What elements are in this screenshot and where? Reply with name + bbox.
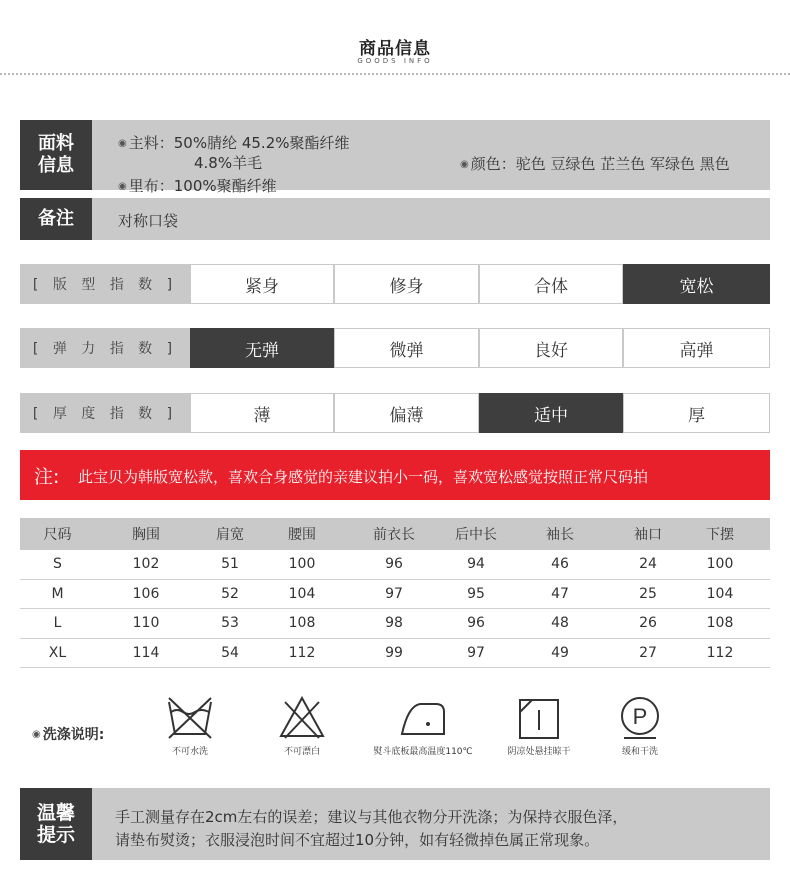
- table-cell: 95: [467, 585, 485, 602]
- elastic-index-label: [ 弹 力 指 数 ]: [20, 328, 190, 368]
- table-cell: 24: [639, 556, 657, 573]
- lining-line: [118, 175, 277, 196]
- wash-label: [32, 724, 104, 744]
- tips-line-1: 手工测量存在2cm左右的误差；建议与其他衣物分开洗涤；为保持衣服色泽，: [115, 808, 628, 826]
- bullet-icon: ◉: [32, 729, 41, 740]
- table-cell: 25: [639, 585, 657, 602]
- tips-line-2: 请垫布熨烫；衣服浸泡时间不宜超过10分钟，如有轻微掉色属正常现象。: [115, 831, 600, 849]
- fabric-info-panel: [20, 120, 770, 195]
- thickness-option-thick[interactable]: 厚: [623, 393, 770, 433]
- header-cell: 肩宽: [216, 527, 244, 543]
- header-cell: 胸围: [132, 527, 160, 543]
- header-cell: 袖口: [634, 527, 662, 543]
- color-line: [460, 153, 730, 174]
- fit-option-regular[interactable]: 合体: [479, 264, 623, 304]
- elastic-index-row: [20, 328, 770, 368]
- main-fabric-text: 主料：50%腈纶 45.2%聚酯纤维: [128, 134, 350, 152]
- table-cell: 27: [639, 644, 657, 661]
- table-cell: 53: [221, 615, 239, 632]
- tips-label-text: 温馨 提示: [36, 802, 75, 846]
- header-cell: 尺码: [43, 527, 72, 543]
- fit-index-label: [ 版 型 指 数 ]: [20, 264, 190, 304]
- wash-caption: 熨斗底板最高温度110℃: [373, 747, 473, 757]
- table-cell: 49: [551, 644, 569, 661]
- table-cell: 48: [551, 615, 569, 632]
- main-fabric-line2: 4.8%羊毛: [194, 154, 263, 172]
- tips-label: [20, 788, 92, 860]
- table-row: [20, 550, 770, 580]
- table-cell: 104: [706, 585, 734, 602]
- table-cell: 94: [467, 556, 485, 573]
- table-cell: 108: [706, 615, 734, 632]
- svg-text:P: P: [632, 704, 648, 729]
- lining-text: 里布：100%聚酯纤维: [128, 177, 277, 195]
- note-panel: [20, 198, 770, 240]
- table-row: [20, 639, 770, 669]
- section-title: 商品信息: [359, 39, 431, 59]
- wash-caption: 阴凉处悬挂晾干: [507, 747, 571, 757]
- table-cell: 99: [385, 644, 403, 661]
- section-subtitle: GOODS INFO: [357, 57, 433, 65]
- bullet-icon: ◉: [118, 138, 127, 149]
- size-table-header: [20, 518, 770, 550]
- table-cell: 52: [221, 585, 239, 602]
- main-fabric-line: [118, 132, 350, 153]
- table-cell: 100: [706, 556, 734, 573]
- elastic-option-high[interactable]: 高弹: [623, 328, 770, 368]
- wash-caption: 不可漂白: [283, 747, 320, 757]
- bullet-icon: ◉: [460, 159, 469, 170]
- elastic-option-none[interactable]: 无弹: [190, 328, 334, 368]
- table-cell: 114: [132, 644, 160, 661]
- table-cell: XL: [48, 644, 67, 661]
- iron-svg: [398, 694, 448, 742]
- no-bleach-icon: [257, 690, 347, 760]
- header-cell: 下摆: [706, 527, 734, 543]
- fit-option-tight[interactable]: 紧身: [190, 264, 334, 304]
- table-row: [20, 609, 770, 639]
- table-cell: 96: [385, 556, 403, 573]
- elastic-option-slight[interactable]: 微弹: [334, 328, 479, 368]
- table-cell: 100: [288, 556, 316, 573]
- table-cell: S: [53, 556, 62, 573]
- iron-110-icon: [373, 690, 473, 760]
- table-cell: 97: [467, 644, 485, 661]
- table-row: [20, 580, 770, 610]
- table-cell: 54: [221, 644, 239, 661]
- table-cell: M: [51, 585, 64, 602]
- table-cell: 106: [132, 585, 160, 602]
- size-table: [20, 518, 770, 668]
- note-text: 对称口袋: [118, 212, 179, 230]
- tips-panel: [20, 788, 770, 860]
- note-label: 备注: [20, 198, 92, 240]
- elastic-option-good[interactable]: 良好: [479, 328, 623, 368]
- thickness-index-label: [ 厚 度 指 数 ]: [20, 393, 190, 433]
- wash-label-text: 洗涤说明:: [42, 727, 105, 743]
- table-cell: 96: [467, 615, 485, 632]
- wash-caption: 缓和干洗: [621, 747, 658, 757]
- wash-caption: 不可水洗: [171, 747, 208, 757]
- thickness-index-row: [20, 393, 770, 433]
- table-cell: 102: [132, 556, 160, 573]
- header-cell: 后中长: [455, 527, 497, 543]
- fit-index-row: [20, 264, 770, 304]
- table-cell: 104: [288, 585, 316, 602]
- line-dry-svg: [514, 694, 564, 742]
- fit-option-slim[interactable]: 修身: [334, 264, 479, 304]
- table-cell: 98: [385, 615, 403, 632]
- dry-clean-svg: [615, 694, 665, 742]
- header-cell: 前衣长: [373, 527, 415, 543]
- table-cell: 108: [288, 615, 316, 632]
- header-cell: 腰围: [288, 527, 316, 543]
- section-header: [0, 0, 790, 80]
- table-cell: 51: [221, 556, 239, 573]
- table-cell: 47: [551, 585, 569, 602]
- fit-option-loose[interactable]: 宽松: [623, 264, 770, 304]
- thickness-option-medium[interactable]: 适中: [479, 393, 623, 433]
- table-cell: 110: [132, 615, 160, 632]
- notice-mark: 注:: [34, 466, 60, 488]
- table-cell: 26: [639, 615, 657, 632]
- fabric-label-text: 面料 信息: [38, 133, 74, 176]
- no-bleach-svg: [277, 694, 327, 742]
- table-cell: L: [53, 615, 62, 632]
- no-wash-svg: [165, 694, 215, 742]
- no-wash-icon: [145, 690, 235, 760]
- notice-text: 此宝贝为韩版宽松款，喜欢合身感觉的亲建议拍小一码，喜欢宽松感觉按照正常尺码拍: [78, 468, 649, 486]
- dotted-divider: [0, 73, 790, 75]
- thickness-option-fairly-thin[interactable]: 偏薄: [334, 393, 479, 433]
- color-text: 颜色：驼色 豆绿色 芷兰色 军绿色 黑色: [470, 155, 730, 173]
- table-cell: 46: [551, 556, 569, 573]
- table-cell: 97: [385, 585, 403, 602]
- header-cell: 袖长: [546, 527, 574, 543]
- wash-instructions: [0, 690, 790, 770]
- thickness-option-thin[interactable]: 薄: [190, 393, 334, 433]
- table-cell: 112: [288, 644, 316, 661]
- fabric-info-label: [20, 120, 92, 190]
- size-notice-banner: [20, 450, 770, 500]
- bullet-icon: ◉: [118, 181, 127, 192]
- dry-clean-p-icon: [595, 690, 685, 760]
- table-cell: 112: [706, 644, 734, 661]
